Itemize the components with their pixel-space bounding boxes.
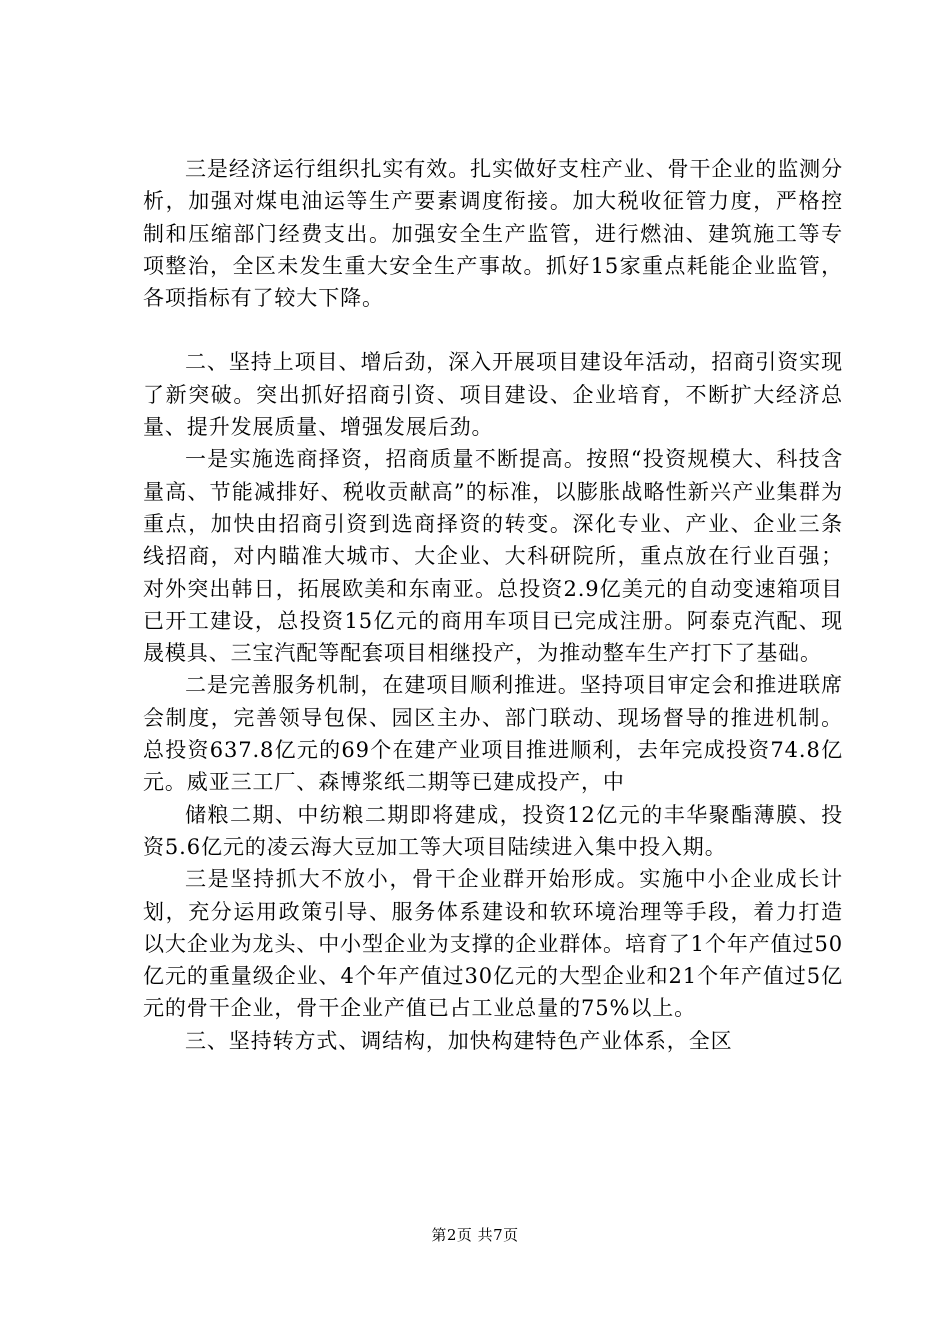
paragraph-section-two-heading: 二、坚持上项目、增后劲，深入开展项目建设年活动，招商引资实现了新突破。突出抓好招商引资、项目建设、企业培育，不断扩大经济总量、提升发展质量、增强发展后劲。 <box>143 350 843 440</box>
paragraph-service-mechanism-continued: 储粮二期、中纺粮二期即将建成，投资12亿元的丰华聚酯薄膜、投资5.6亿元的凌云海大豆加工等大项目陆续进入集中投入期。 <box>143 802 843 859</box>
page-footer: 第2页 共7页 <box>431 1226 519 1244</box>
paragraph-key-enterprises: 三是坚持抓大不放小，骨干企业群开始形成。实施中小企业成长计划，充分运用政策引导、服务体系建设和软环境治理等手段，着力打造以大企业为龙头、中小型企业为支撑的企业群体。培育了1个年产值过50亿元的重量级企业、4个年产值过30亿元的大型企业和21个年产值过5亿元的骨干企业，骨干企业产值已占工业总量的75%以上。 <box>143 867 843 1021</box>
document-body <box>143 153 843 1057</box>
paragraph-investment-selection: 一是实施选商择资，招商质量不断提高。按照“投资规模大、科技含量高、节能减排好、税收贡献高”的标准，以膨胀战略性新兴产业集群为重点，加快由招商引资到选商择资的转变。深化专业、产业、企业三条线招商，对内瞄准大城市、大企业、大科研院所，重点放在行业百强；对外突出韩日，拓展欧美和东南亚。总投资2.9亿美元的自动变速箱项目已开工建设，总投资15亿元的商用车项目已完成注册。阿泰克汽配、现晟模具、三宝汽配等配套项目相继投产，为推动整车生产打下了基础。 <box>143 447 843 666</box>
paragraph-service-mechanism: 二是完善服务机制，在建项目顺利推进。坚持项目审定会和推进联席会制度，完善领导包保、园区主办、部门联动、现场督导的推进机制。总投资637.8亿元的69个在建产业项目推进顺利，去年完成投资74.8亿元。威亚三工厂、森博浆纸二期等已建成投产，中 <box>143 673 843 795</box>
paragraph-economic-operation: 三是经济运行组织扎实有效。扎实做好支柱产业、骨干企业的监测分析，加强对煤电油运等生产要素调度衔接。加大税收征管力度，严格控制和压缩部门经费支出。加强安全生产监管，进行燃油、建筑施工等专项整治，全区未发生重大安全生产事故。抓好15家重点耗能企业监管，各项指标有了较大下降。 <box>143 157 843 311</box>
paragraph-section-three-heading: 三、坚持转方式、调结构，加快构建特色产业体系，全区 <box>185 1028 733 1053</box>
